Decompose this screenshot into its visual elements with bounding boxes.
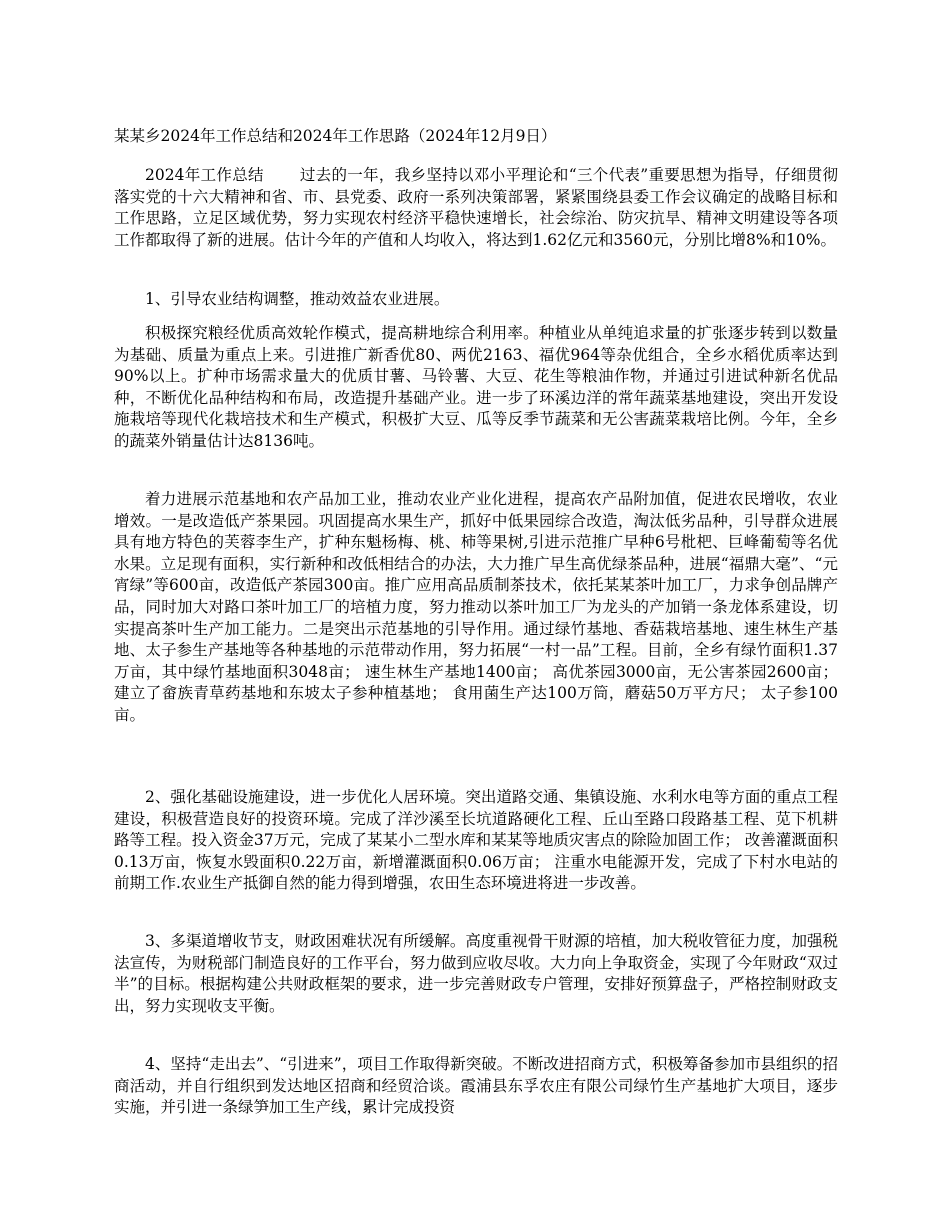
- summary-heading: 2024年工作总结: [145, 166, 264, 184]
- summary-text: 过去的一年，我乡坚持以邓小平理论和“三个代表”重要思想为指导，仔细贯彻落实党的十六大精神和省、市、县党委、政府一系列决策部署，紧紧围绕县委工作会议确定的战略目标和工作思路，立足区域优势，努力实现农村经济平稳快速增长，社会综治、防灾抗旱、精神文明建设等各项工作都取得了新的进展。估计今年的产值和人均收入，将达到1.62亿元和3560元，分别比增8%和10%。: [114, 166, 838, 249]
- paragraph-demo-bases: 着力进展示范基地和农产品加工业，推动农业产业化进程，提高农产品附加值，促进农民增收，农业增效。一是改造低产茶果园。巩固提高水果生产，抓好中低果园综合改造，淘汰低劣品种，引导群众进展具有地方特色的芙蓉李生产，扩种东魁杨梅、桃、柿等果树,引进示范推广早种6号枇杷、巨峰葡萄等名优水果。立足现有面积，实行新种和改低相结合的办法，大力推广早生高优绿茶品种，进展“福鼎大毫”、“元宵绿”等600亩，改造低产茶园300亩。推广应用高品质制茶技术，依托某某茶叶加工厂，力求争创品牌产品，同时加大对路口茶叶加工厂的培植力度，努力推动以茶叶加工厂为龙头的产加销一条龙体系建设，切实提高茶叶生产加工能力。二是突出示范基地的引导作用。通过绿竹基地、香菇栽培基地、速生林生产基地、太子参生产基地等各种基地的示范带动作用，努力拓展“一村一品”工程。目前，全乡有绿竹面积1.37万亩，其中绿竹基地面积3048亩； 速生林生产基地1400亩； 高优茶园3000亩，无公害茶园2600亩； 建立了畲族青草药基地和东坡太子参种植基地； 食用菌生产达100万筒，蘑菇50万平方尺； 太子参100亩。: [114, 490, 838, 724]
- section-heading-agriculture: 1、引导农业结构调整，推动效益农业进展。: [145, 290, 450, 308]
- paragraph-projects: 4、坚持“走出去”、“引进来”，项目工作取得新突破。不断改进招商方式，积极筹备参加市县组织的招商活动，并自行组织到发达地区招商和经贸洽谈。霞浦县东孚农庄有限公司绿竹生产基地扩大项目，逐步实施，并引进一条绿笋加工生产线，累计完成投资: [114, 1055, 838, 1117]
- paragraph-crop-rotation: 积极探究粮经优质高效轮作模式，提高耕地综合利用率。种植业从单纯追求量的扩张逐步转到以数量为基础、质量为重点上来。引进推广新香优80、两优2163、福优964等杂优组合，全乡水稻优质率达到90%以上。扩种市场需求量大的优质甘薯、马铃薯、大豆、花生等粮油作物，并通过引进试种新名优品种，不断优化品种结构和布局，改造提升基础产业。进一步了环溪边洋的常年蔬菜基地建设，突出开发设施栽培等现代化栽培技术和生产模式，积极扩大豆、瓜等反季节蔬菜和无公害蔬菜栽培比例。今年，全乡的蔬菜外销量估计达8136吨。: [114, 324, 838, 450]
- paragraph-finance: 3、多渠道增收节支，财政困难状况有所缓解。高度重视骨干财源的培植，加大税收管征力度，加强税法宣传，为财税部门制造良好的工作平台，努力做到应收尽收。大力向上争取资金，实现了今年财政“双过半”的目标。根据构建公共财政框架的要求，进一步完善财政专户管理，安排好预算盘子，严格控制财政支出，努力实现收支平衡。: [114, 932, 838, 1015]
- document-title: 某某乡2024年工作总结和2024年工作思路（2024年12月9日）: [114, 127, 557, 145]
- paragraph-summary: [114, 165, 838, 251]
- paragraph-infrastructure: 2、强化基础设施建设，进一步优化人居环境。突出道路交通、集镇设施、水利水电等方面的重点工程建设，积极营造良好的投资环境。完成了洋沙溪至长坑道路硬化工程、丘山至路口段路基工程、苋下机耕路等工程。投入资金37万元，完成了某某小二型水库和某某等地质灾害点的除险加固工作； 改善灌溉面积0.13万亩，恢复水毁面积0.22万亩，新增灌溉面积0.06万亩； 注重水电能源开发，完成了下村水电站的前期工作.农业生产抵御自然的能力得到增强，农田生态环境进将进一步改善。: [114, 788, 838, 893]
